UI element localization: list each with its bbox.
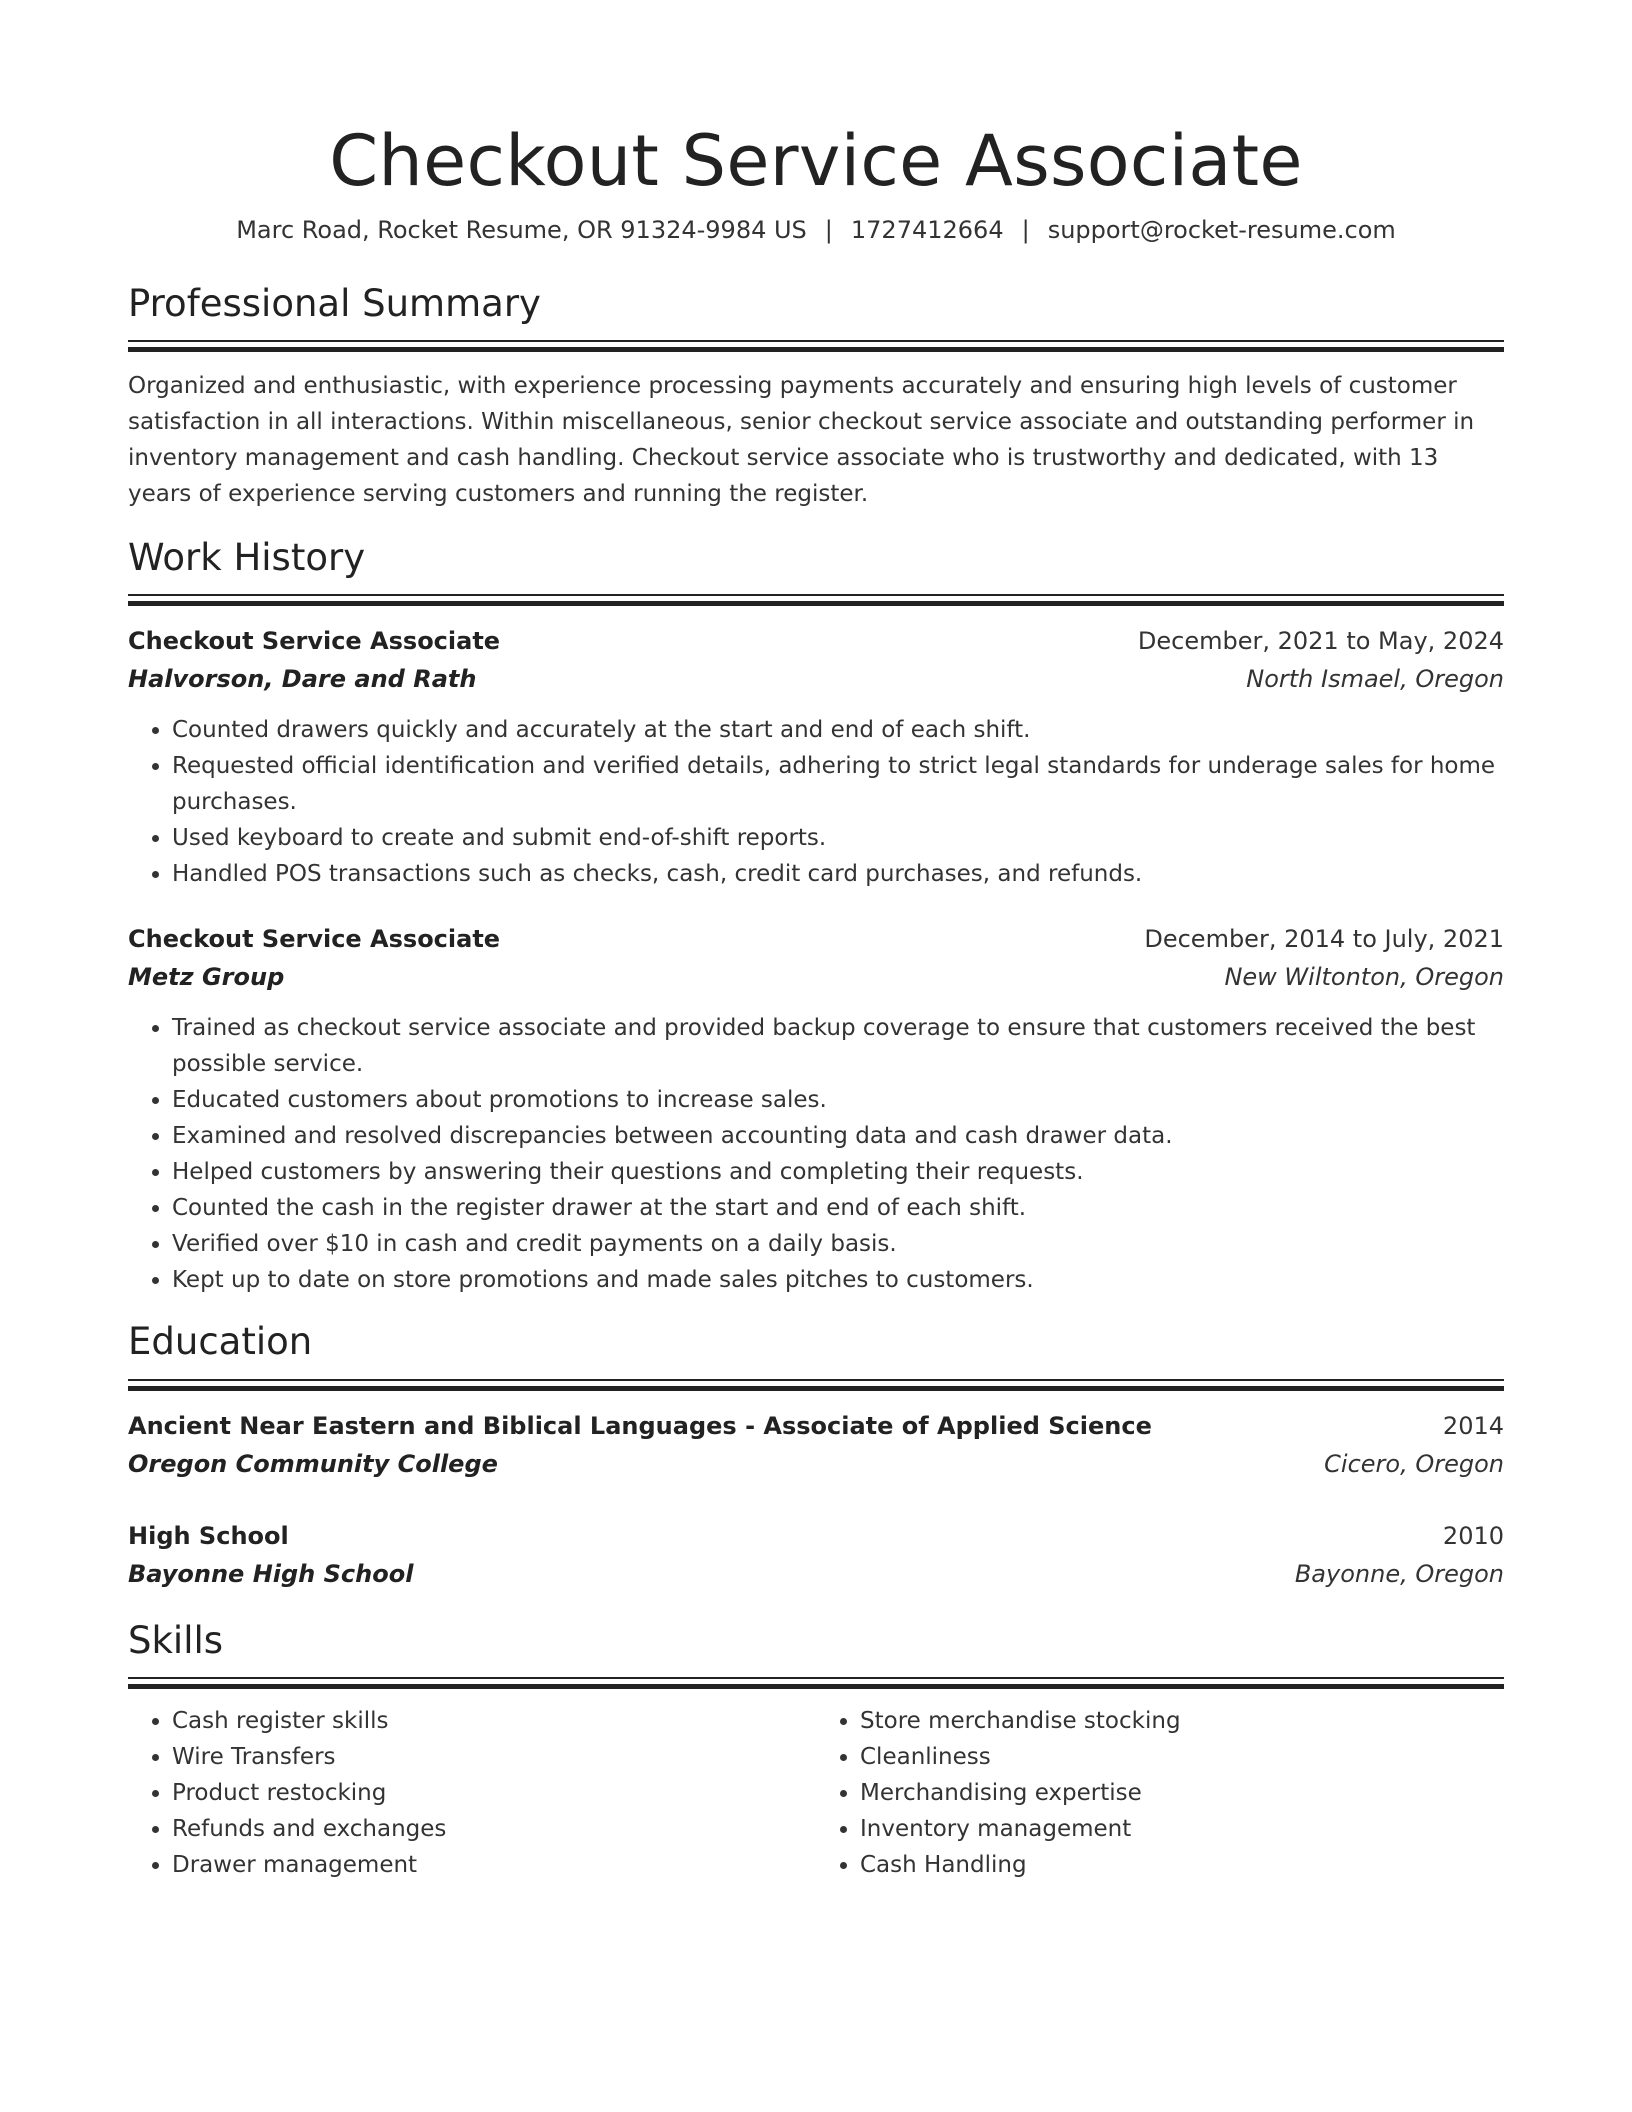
contact-separator: |: [1021, 215, 1030, 244]
list-item: • Handled POS transactions such as checks, cash, credit card purchases, and refunds.: [172, 856, 1504, 892]
job-header-row: [128, 622, 1504, 660]
list-item: • Store merchandise stocking: [860, 1703, 1504, 1739]
resume-title: Checkout Service Associate: [329, 120, 1303, 202]
work-section: [128, 536, 1504, 1298]
education-location: Cicero, Oregon: [1324, 1449, 1504, 1478]
education-section: [128, 1320, 1504, 1592]
education-year: 2014: [1442, 1411, 1504, 1440]
job-company-row: [128, 958, 1504, 996]
list-item: • Educated customers about promotions to increase sales.: [172, 1082, 1504, 1118]
job-title: Checkout Service Associate: [128, 925, 501, 954]
skills-section: [128, 1619, 1504, 1883]
section-heading-skills: Skills: [128, 1618, 224, 1662]
section-divider: [128, 340, 1504, 352]
job-company: Halvorson, Dare and Rath: [128, 665, 477, 694]
summary-section: [128, 282, 1504, 512]
list-item: • Helped customers by answering their questions and completing their requests.: [172, 1154, 1504, 1190]
education-header-row: [128, 1517, 1504, 1555]
job-title: Checkout Service Associate: [128, 627, 501, 656]
education-school: Oregon Community College: [128, 1449, 498, 1478]
section-divider: [128, 594, 1504, 606]
list-item: • Product restocking: [172, 1775, 816, 1811]
list-item: • Drawer management: [172, 1847, 816, 1883]
list-item: • Counted the cash in the register drawer at the start and end of each shift.: [172, 1190, 1504, 1226]
job-company: Metz Group: [128, 963, 285, 992]
list-item: • Inventory management: [860, 1811, 1504, 1847]
skills-columns: [128, 1703, 1504, 1883]
education-entry: [128, 1407, 1504, 1483]
job-entry: [128, 920, 1504, 1298]
education-degree: High School: [128, 1521, 289, 1550]
list-item: • Used keyboard to create and submit end-of-shift reports.: [172, 820, 1504, 856]
contact-separator: |: [824, 215, 833, 244]
list-item: • Trained as checkout service associate and provided backup coverage to ensure that customers received the best possible service.: [172, 1010, 1504, 1082]
education-school: Bayonne High School: [128, 1559, 414, 1588]
list-item: • Cleanliness: [860, 1739, 1504, 1775]
skills-list-left: [128, 1703, 816, 1883]
list-item: • Requested official identification and verified details, adhering to strict legal standards for underage sales for home purchases.: [172, 748, 1504, 820]
section-divider: [128, 1379, 1504, 1391]
education-header-row: [128, 1407, 1504, 1445]
education-degree: Ancient Near Eastern and Biblical Languages - Associate of Applied Science: [128, 1411, 1152, 1440]
skills-list-right: [816, 1703, 1504, 1883]
contact-phone: 1727412664: [850, 215, 1004, 244]
contact-line: [128, 216, 1504, 244]
list-item: • Examined and resolved discrepancies between accounting data and cash drawer data.: [172, 1118, 1504, 1154]
education-location: Bayonne, Oregon: [1294, 1559, 1504, 1588]
education-year: 2010: [1442, 1521, 1504, 1550]
education-entry: [128, 1517, 1504, 1593]
list-item: • Kept up to date on store promotions and made sales pitches to customers.: [172, 1262, 1504, 1298]
list-item: • Refunds and exchanges: [172, 1811, 816, 1847]
list-item: • Merchandising expertise: [860, 1775, 1504, 1811]
section-heading-work: Work History: [128, 535, 366, 579]
list-item: • Wire Transfers: [172, 1739, 816, 1775]
job-dates: December, 2021 to May, 2024: [1137, 627, 1504, 656]
section-heading-summary: Professional Summary: [128, 281, 541, 325]
contact-email: support@rocket-resume.com: [1047, 215, 1396, 244]
list-item: • Cash register skills: [172, 1703, 816, 1739]
list-item: • Cash Handling: [860, 1847, 1504, 1883]
job-bullets: [128, 1010, 1504, 1298]
job-entry: [128, 622, 1504, 892]
summary-text: Organized and enthusiastic, with experience processing payments accurately and ensuring high levels of customer satisfaction in all interactions. Within miscellaneous, senior checkout service associate and outstanding performer in inventory management and cash handling. Checkout service associate who is trustworthy and dedicated, with 13 years of experience serving customers and running the register.: [128, 372, 1475, 507]
job-company-row: [128, 660, 1504, 698]
list-item: • Verified over $10 in cash and credit payments on a daily basis.: [172, 1226, 1504, 1262]
list-item: • Counted drawers quickly and accurately at the start and end of each shift.: [172, 712, 1504, 748]
job-bullets: [128, 712, 1504, 892]
job-dates: December, 2014 to July, 2021: [1144, 925, 1504, 954]
section-heading-education: Education: [128, 1320, 313, 1364]
job-location: New Wiltonton, Oregon: [1224, 963, 1504, 992]
job-header-row: [128, 920, 1504, 958]
job-location: North Ismael, Oregon: [1246, 665, 1504, 694]
education-school-row: [128, 1555, 1504, 1593]
contact-address: Marc Road, Rocket Resume, OR 91324-9984 US: [236, 215, 807, 244]
section-divider: [128, 1677, 1504, 1689]
education-school-row: [128, 1445, 1504, 1483]
